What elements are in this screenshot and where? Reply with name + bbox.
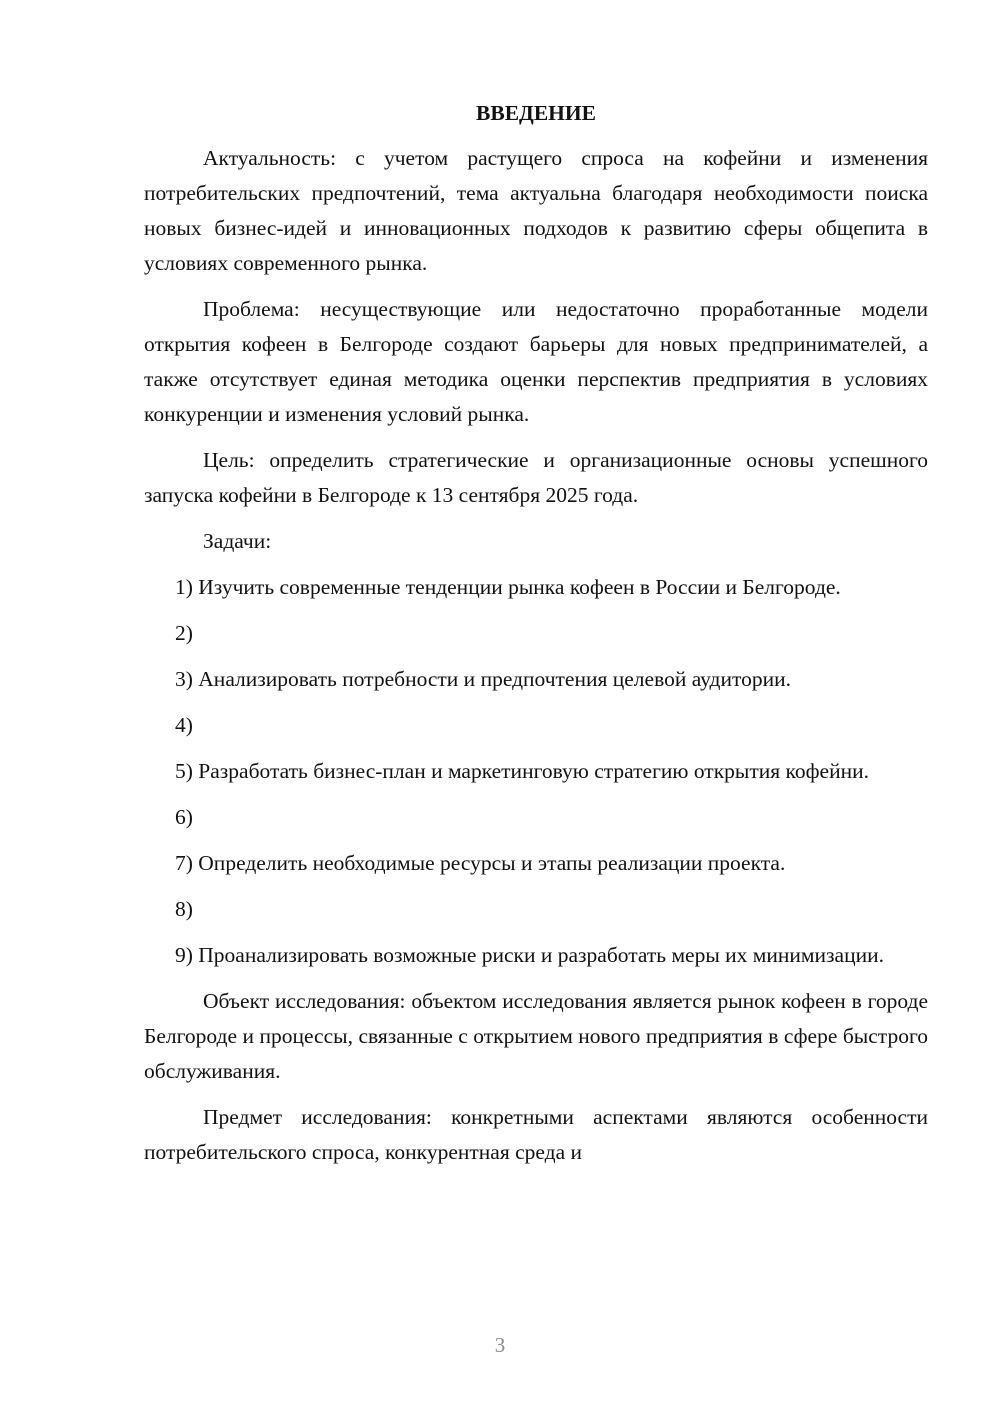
problem-paragraph: Проблема: несуществующие или недостаточно проработанные модели открытия кофеен в Белгороде создают барьеры для новых предпринимателей, а также отсутствует единая методика оценки перспектив предприятия в условиях конкуренции и изменения условий рынка. — [144, 297, 928, 426]
task-item-8: 8) — [175, 897, 193, 921]
section-title: ВВЕДЕНИЕ — [476, 101, 596, 125]
relevance-paragraph: Актуальность: с учетом растущего спроса на кофейни и изменения потребительских предпочтений, тема актуальна благодаря необходимости поиска новых бизнес-идей и инновационных подходов к развитию сферы общепита в условиях современного рынка. — [144, 146, 928, 275]
task-item-2: 2) — [175, 621, 193, 645]
document-body — [144, 96, 928, 1181]
task-item-3: 3) Анализировать потребности и предпочтения целевой аудитории. — [175, 667, 791, 691]
task-item-7: 7) Определить необходимые ресурсы и этапы реализации проекта. — [175, 851, 786, 875]
task-item-6: 6) — [175, 805, 193, 829]
subject-paragraph: Предмет исследования: конкретными аспектами являются особенности потребительского спроса, конкурентная среда и — [144, 1105, 928, 1164]
task-item-9: 9) Проанализировать возможные риски и разработать меры их минимизации. — [175, 943, 884, 967]
tasks-heading: Задачи: — [203, 529, 272, 553]
page-number: 3 — [494, 1333, 506, 1357]
task-item-1: 1) Изучить современные тенденции рынка кофеен в России и Белгороде. — [175, 575, 841, 599]
task-item-4: 4) — [175, 713, 193, 737]
goal-paragraph: Цель: определить стратегические и организационные основы успешного запуска кофейни в Белгороде к 13 сентября 2025 года. — [144, 448, 928, 507]
object-paragraph: Объект исследования: объектом исследования является рынок кофеен в городе Белгороде и процессы, связанные с открытием нового предприятия в сфере быстрого обслуживания. — [144, 989, 928, 1083]
task-item-5: 5) Разработать бизнес-план и маркетинговую стратегию открытия кофейни. — [175, 759, 869, 783]
